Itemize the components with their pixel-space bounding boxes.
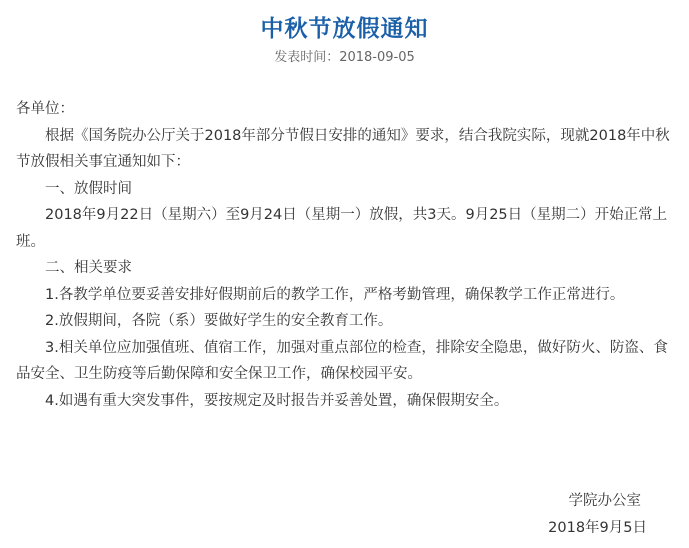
section-heading-holiday-time: 一、放假时间 <box>45 180 132 197</box>
notice-title: 中秋节放假通知 <box>260 16 429 42</box>
intro-paragraph: 根据《国务院办公厅关于2018年部分节假日安排的通知》要求，结合我院实际，现就2018年中秋节放假相关事宜通知如下： <box>16 127 670 170</box>
notice-body <box>16 96 681 414</box>
requirement-item-3: 3.相关单位应加强值班、值宿工作，加强对重点部位的检查，排除安全隐患，做好防火、防盗、食品安全、卫生防疫等后勤保障和安全保卫工作，确保校园平安。 <box>16 339 668 382</box>
requirement-item-4: 4.如遇有重大突发事件，要按规定及时报告并妥善处置，确保假期安全。 <box>45 392 509 409</box>
salutation: 各单位： <box>16 101 74 117</box>
signature-block <box>548 488 647 541</box>
holiday-time-paragraph: 2018年9月22日（星期六）至9月24日（星期一）放假，共3天。9月25日（星期二）开始正常上班。 <box>16 207 668 250</box>
signature-organization: 学院办公室 <box>568 493 641 509</box>
publish-time: 发表时间：2018-09-05 <box>274 50 415 65</box>
signature-date: 2018年9月5日 <box>548 519 647 536</box>
requirement-item-2: 2.放假期间，各院（系）要做好学生的安全教育工作。 <box>45 313 393 329</box>
requirement-item-1: 1.各教学单位要妥善安排好假期前后的教学工作，严格考勤管理，确保教学工作正常进行。 <box>45 286 625 303</box>
section-heading-requirements: 二、相关要求 <box>45 260 132 276</box>
